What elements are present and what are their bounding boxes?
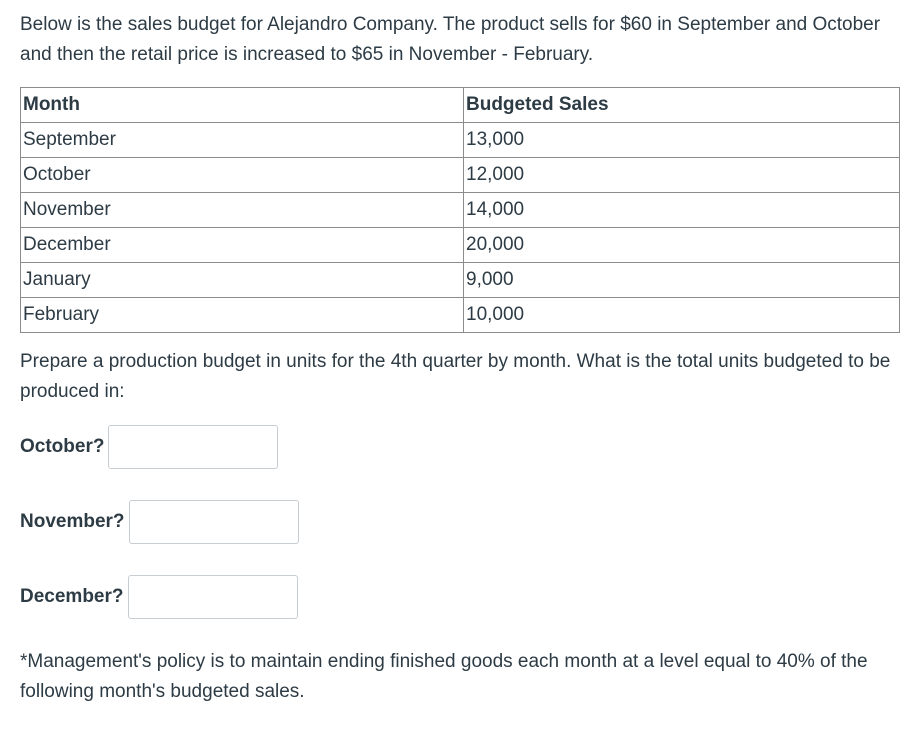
intro-text: Below is the sales budget for Alejandro Company. The product sells for $60 in September and October and then the retail price is increased to $65 in November - February. [20, 14, 881, 65]
month-cell: October [21, 158, 464, 193]
question-text: Prepare a production budget in units for the 4th quarter by month. What is the total units budgeted to be produced in: [20, 351, 891, 402]
sales-cell: 20,000 [464, 228, 900, 263]
month-cell: December [21, 228, 464, 263]
table-header-row [21, 88, 900, 123]
table-row [21, 123, 900, 158]
month-cell: September [21, 123, 464, 158]
sales-cell: 14,000 [464, 193, 900, 228]
table-row [21, 228, 900, 263]
sales-cell: 9,000 [464, 263, 900, 298]
october-label: October? [20, 436, 105, 457]
sales-budget-table [20, 87, 900, 333]
table-row [21, 298, 900, 333]
table-row [21, 263, 900, 298]
december-answer-input[interactable] [128, 575, 298, 619]
month-cell: November [21, 193, 464, 228]
table-row [21, 193, 900, 228]
october-answer-row [20, 423, 278, 471]
december-label: December? [20, 586, 124, 607]
november-answer-row [20, 498, 299, 546]
sales-cell: 13,000 [464, 123, 900, 158]
header-month: Month [21, 88, 464, 123]
month-cell: January [21, 263, 464, 298]
header-budgeted-sales: Budgeted Sales [464, 88, 900, 123]
october-answer-input[interactable] [108, 425, 278, 469]
november-label: November? [20, 511, 125, 532]
sales-cell: 10,000 [464, 298, 900, 333]
december-answer-row [20, 573, 298, 621]
sales-cell: 12,000 [464, 158, 900, 193]
table-row [21, 158, 900, 193]
management-policy-note: *Management's policy is to maintain ending finished goods each month at a level equal to 40% of the following month's budgeted sales. [20, 651, 868, 702]
month-cell: February [21, 298, 464, 333]
november-answer-input[interactable] [129, 500, 299, 544]
